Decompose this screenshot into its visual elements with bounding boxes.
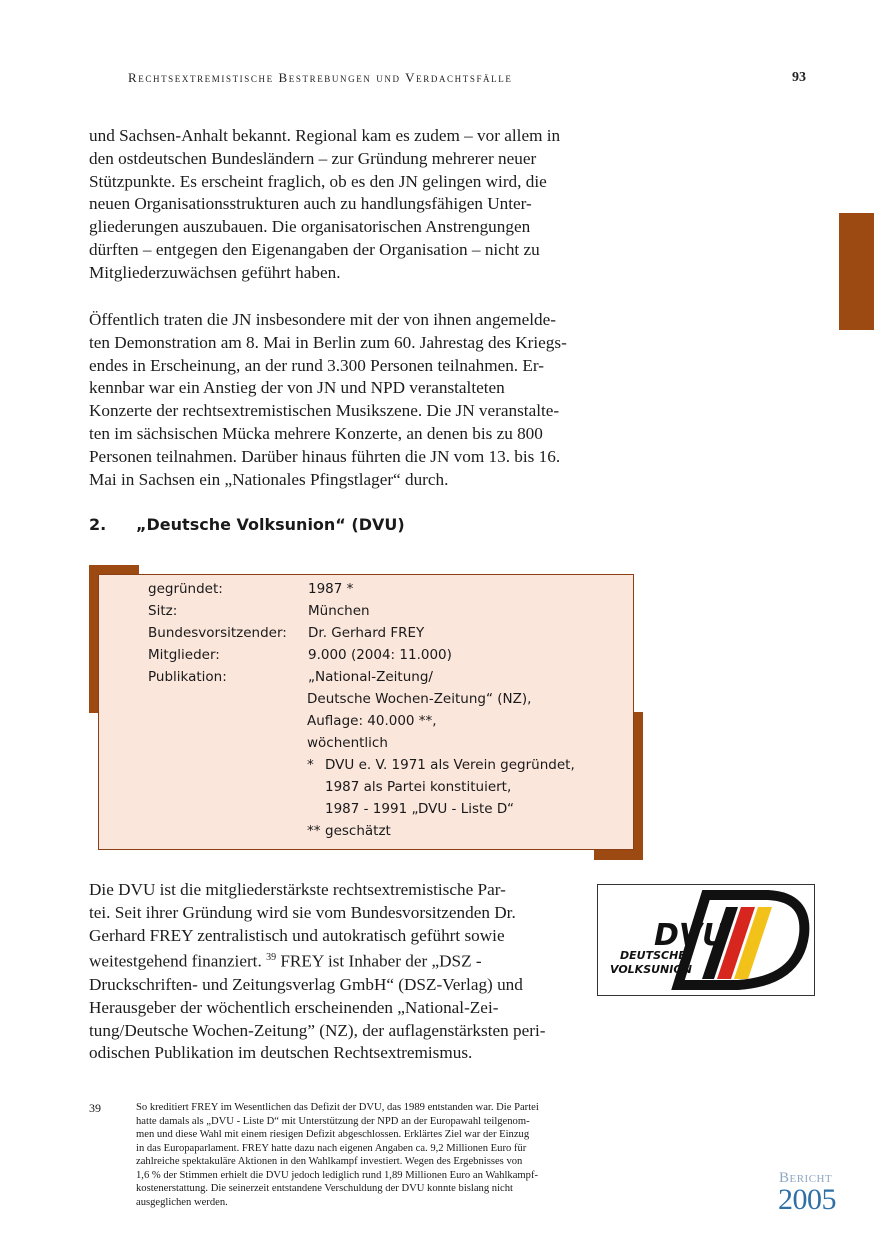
fact-note-1-line: 1987 als Partei konstituiert, [325, 779, 512, 795]
text-line: tung/Deutsche Wochen-Zeitung” (NZ), der auflagenstärksten peri- [89, 1020, 546, 1040]
paragraph-dvu-description [89, 879, 545, 1065]
fact-value: 9.000 (2004: 11.000) [308, 647, 452, 663]
fact-continuation: wöchentlich [307, 735, 388, 751]
fact-value: „National-Zeitung/ [308, 669, 433, 685]
brand-year: 2005 [778, 1183, 836, 1216]
text-line: endes in Erscheinung, an der rund 3.300 Personen teilnahmen. Er- [89, 355, 544, 375]
fact-row-publication [148, 669, 433, 691]
fact-row-chair [148, 625, 424, 647]
text-line: Die DVU ist die mitgliederstärkste rechtsextremistische Par- [89, 880, 506, 899]
text-line: Personen teilnahmen. Darüber hinaus führten die JN vom 13. bis 16. [89, 446, 561, 466]
text-line: Öffentlich traten die JN insbesondere mit der von ihnen angemelde- [89, 310, 556, 329]
fact-label: Bundesvorsitzender: [148, 625, 287, 641]
fact-value: Dr. Gerhard FREY [308, 625, 425, 641]
text-line: gliederungen auszubauen. Die organisatorischen Anstrengungen [89, 217, 531, 237]
note-text: DVU e. V. 1971 als Verein gegründet, [325, 757, 575, 773]
footnote-line: kostenerstattung. Die seinerzeit entstandene Verschuldung der DVU konnte bislang nicht [136, 1183, 513, 1194]
text-line: odischen Publikation im deutschen Rechtsextremismus. [89, 1043, 473, 1063]
text-line: tei. Seit ihrer Gründung wird sie vom Bundesvorsitzenden Dr. [89, 902, 516, 922]
text-line: und Sachsen-Anhalt bekannt. Regional kam es zudem – vor allem in [89, 126, 561, 145]
footnote-number: 39 [89, 1101, 101, 1115]
footnote-ref[interactable]: 39 [266, 952, 277, 964]
running-title: Rechtsextremistische Bestrebungen und Verdachtsfälle [128, 70, 513, 85]
fact-note-1-line: 1987 - 1991 „DVU - Liste D“ [325, 801, 514, 817]
paragraph-jn-activities [89, 309, 567, 491]
text-line: Herausgeber der wöchentlich erscheinenden „National-Zei- [89, 997, 499, 1017]
footnote-line: hatte damals als „DVU - Liste D“ mit Unterstützung der NPD an der Europawahl teilgenom- [136, 1115, 530, 1127]
text-line [89, 947, 545, 974]
fact-label: Publikation: [148, 669, 227, 685]
text-line: ten im sächsischen Mücka mehrere Konzerte, an denen bis zu 800 [89, 423, 543, 443]
fact-label: Mitglieder: [148, 647, 220, 663]
page-number: 93 [792, 70, 806, 85]
text-segment: weitestgehend finanziert. [89, 952, 262, 972]
chapter-edge-tab [839, 213, 874, 330]
dvu-logo [597, 884, 815, 996]
fact-continuation: Auflage: 40.000 **, [307, 713, 437, 729]
logo-line1: DEUTSCHE [620, 949, 686, 962]
text-line: Stützpunkte. Es erscheint fraglich, ob es den JN gelingen wird, die [89, 171, 547, 191]
logo-line2: VOLKSUNION [610, 963, 692, 976]
dvu-logo-graphic [598, 885, 814, 995]
text-line: Druckschriften- und Zeitungsverlag GmbH“ (DSZ-Verlag) und [89, 974, 523, 994]
text-line: Gerhard FREY zentralistisch und autokratisch geführt sowie [89, 925, 505, 945]
footnote-line: zahlreiche spektakuläre Aktionen in den Wahlkampf investiert. Wegen des Ergebnisses von [136, 1156, 523, 1167]
fact-value: München [308, 603, 370, 619]
fact-label: Sitz: [148, 603, 178, 619]
text-line: dürften – entgegen den Eigenangaben der Organisation – nicht zu [89, 239, 540, 259]
dvu-fact-box [98, 574, 634, 850]
footnote-line: ausgeglichen werden. [136, 1196, 228, 1208]
section-number: 2. [89, 515, 107, 534]
fact-note-2 [307, 823, 391, 839]
text-line: ten Demonstration am 8. Mai in Berlin zum 60. Jahrestag des Kriegs- [89, 332, 567, 352]
logo-abbr: DVU [654, 918, 727, 953]
fact-row-members [148, 647, 452, 669]
footnote-line: in das Europaparlament. FREY hatte dazu nach eigenen Angaben ca. 9,2 Millionen Euro für [136, 1142, 527, 1154]
text-line: kennbar war ein Anstieg der von JN und NPD veranstalteten [89, 378, 505, 398]
footnote-text [136, 1101, 539, 1209]
note-marker: ** [307, 823, 321, 839]
text-line: neuen Organisationsstrukturen auch zu handlungsfähigen Unter- [89, 194, 532, 214]
fact-row-founded [148, 581, 353, 603]
section-heading [89, 515, 405, 534]
section-title: „Deutsche Volksunion“ (DVU) [136, 515, 405, 534]
paragraph-jn-structures [89, 125, 560, 285]
note-marker: * [307, 757, 314, 773]
fact-value: 1987 * [308, 581, 354, 597]
text-line: Mai in Sachsen ein „Nationales Pfingstlager“ durch. [89, 469, 449, 489]
footnote-line: So kreditiert FREY im Wesentlichen das Defizit der DVU, das 1989 entstanden war. Die Partei [136, 1102, 539, 1113]
fact-row-seat [148, 603, 370, 625]
footnote-line: men und diese Wahl mit einem riesigen Defizit abgeschlossen. Erklärtes Ziel war der Einzug [136, 1129, 530, 1140]
footnote-line: 1,6 % der Stimmen erhielt die DVU jedoch lediglich rund 1,89 Millionen Euro an Wahlkampf- [136, 1169, 539, 1181]
text-segment: FREY ist Inhaber der „DSZ - [280, 952, 482, 972]
fact-continuation: Deutsche Wochen-Zeitung“ (NZ), [307, 691, 532, 707]
fact-note-1 [307, 757, 575, 773]
fact-label: gegründet: [148, 581, 223, 597]
note-text: geschätzt [325, 823, 391, 839]
text-line: den ostdeutschen Bundesländern – zur Gründung mehrerer neuer [89, 148, 537, 168]
brand-word: Bericht [779, 1170, 833, 1186]
text-line: Mitgliederzuwächsen geführt haben. [89, 262, 341, 282]
text-line: Konzerte der rechtsextremistischen Musikszene. Die JN veranstalte- [89, 401, 560, 421]
